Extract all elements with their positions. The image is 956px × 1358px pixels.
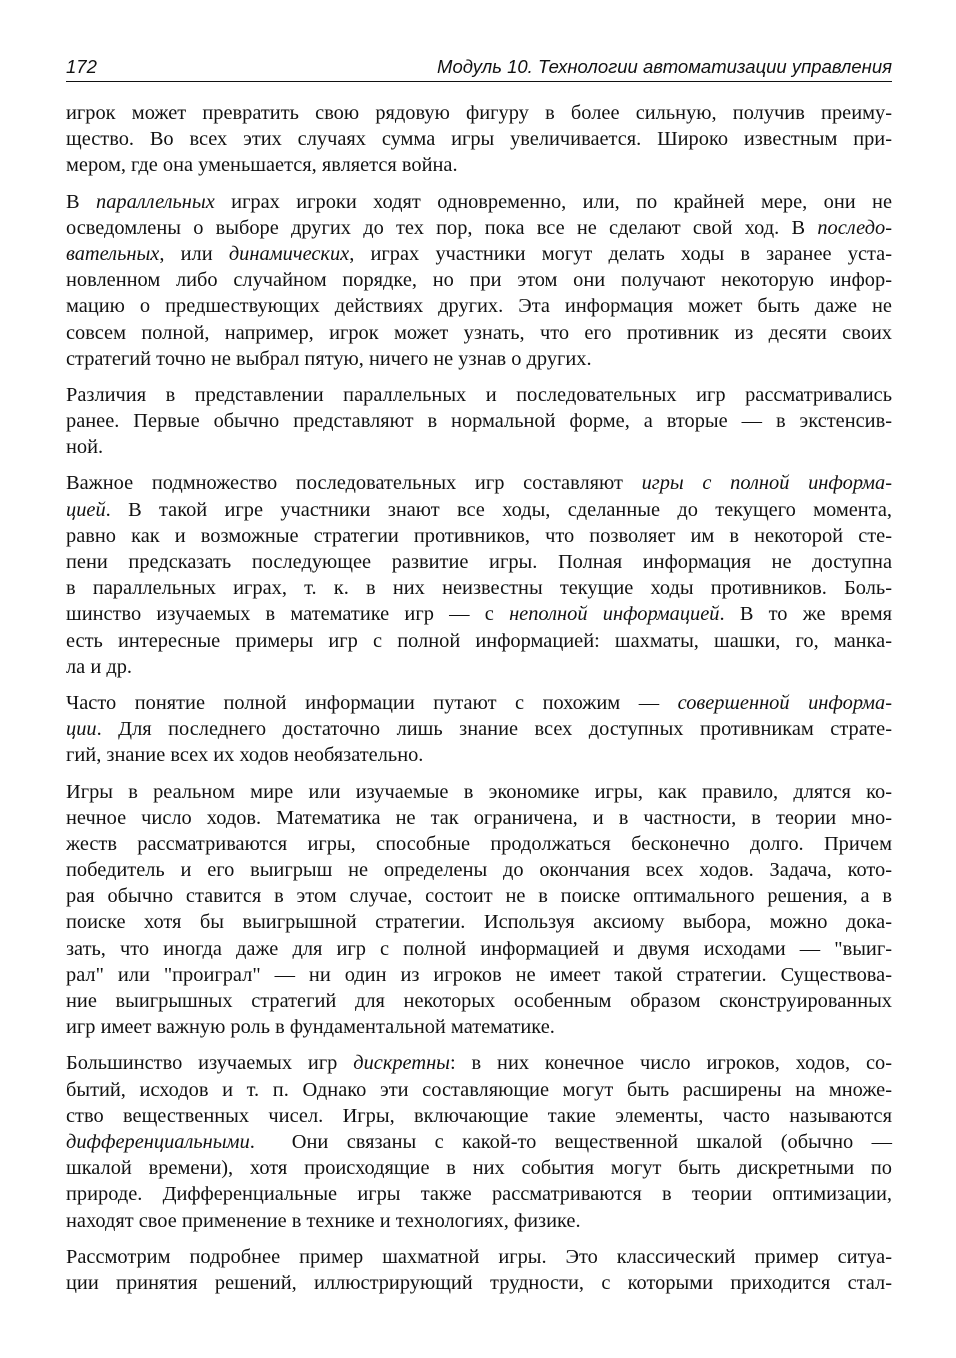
italic-term: неполной информацией <box>509 603 720 626</box>
text-line <box>66 779 892 805</box>
text-line <box>66 962 892 988</box>
text-line <box>66 988 892 1014</box>
text-run: природе. Дифференциальные игры также рассматриваются в теории оптимизации, <box>66 1183 892 1206</box>
text-run: зать, что иногда даже для игр с полной информацией и двумя исходами — "выиг- <box>66 937 892 960</box>
text-line <box>66 497 892 523</box>
text-line <box>66 1077 892 1103</box>
text-line <box>66 434 892 460</box>
text-run: В <box>66 190 96 213</box>
text-line <box>66 408 892 434</box>
text-run: шкалой времени), хотя происходящие в них события могут быть дискретными по <box>66 1157 892 1180</box>
text-run: нечное число ходов. Математика не так ограничена, и в частности, в теории мно- <box>66 806 892 829</box>
text-line <box>66 936 892 962</box>
text-run: . В то же время <box>719 603 892 626</box>
paragraph <box>66 100 892 179</box>
text-run: Большинство изучаемых игр <box>66 1052 354 1075</box>
text-run: рая обычно ставится в этом случае, состоит не в поиске оптимального решения, а в <box>66 885 892 908</box>
text-run: мером, где она уменьшается, является война. <box>66 154 458 177</box>
text-line <box>66 189 892 215</box>
text-run: : в них конечное число игроков, ходов, со- <box>450 1052 892 1075</box>
text-line <box>66 523 892 549</box>
text-run: ла и др. <box>66 655 133 678</box>
italic-term: дискретны <box>353 1052 450 1075</box>
text-run: находят свое применение в технике и технологиях, физике. <box>66 1209 581 1232</box>
text-line <box>66 267 892 293</box>
text-run: поиске хотя бы выигрышной стратегии. Используя аксиому выбора, можно дока- <box>66 911 892 934</box>
text-run: , или <box>159 242 229 265</box>
text-run: . В такой игре участники знают все ходы, сделанные до текущего момента, <box>105 498 892 521</box>
text-run: , играх участники могут делать ходы в заранее уста- <box>349 242 892 265</box>
italic-term: последо- <box>817 216 892 239</box>
text-run: новленном либо случайном порядке, но при этом они получают некоторую инфор- <box>66 269 892 292</box>
text-line <box>66 1244 892 1270</box>
text-run: Важное подмножество последовательных игр составляют <box>66 472 642 495</box>
text-line <box>66 346 892 372</box>
paragraph <box>66 189 892 372</box>
text-line <box>66 690 892 716</box>
text-run: Рассмотрим подробнее пример шахматной игры. Это классический пример ситуа- <box>66 1245 892 1268</box>
text-run: играх игроки ходят одновременно, или, по крайней мере, они не <box>214 190 893 213</box>
text-line <box>66 1129 892 1155</box>
text-run: пени предсказать последующее развитие игры. Полная информация не доступна <box>66 551 892 573</box>
text-run: ции принятия решений, иллюстрирующий трудности, с которыми приходится стал- <box>66 1271 892 1294</box>
text-line <box>66 1103 892 1129</box>
text-run: Часто понятие полной информации путают с похожим — <box>66 691 678 714</box>
text-line <box>66 320 892 346</box>
text-line <box>66 1208 892 1234</box>
text-line <box>66 716 892 742</box>
header-rule <box>66 81 892 82</box>
paragraph <box>66 470 892 680</box>
text-line <box>66 883 892 909</box>
text-run: стратегий точно не выбрал пятую, ничего не узнав о других. <box>66 347 592 370</box>
text-run: осведомлены о выборе других до тех пор, пока все не сделают свой ход. В <box>66 216 818 239</box>
paragraph <box>66 382 892 461</box>
text-run: ство вещественных чисел. Игры, включающие такие элементы, часто называются <box>66 1104 892 1127</box>
italic-term: динамических <box>228 242 350 265</box>
italic-term: дифференциальными <box>66 1130 250 1153</box>
text-run: рал" или "проиграл" — ни один из игроков не имеет такой стратегии. Существова- <box>66 963 892 986</box>
text-line <box>66 1050 892 1076</box>
italic-term: совершенной информа- <box>677 691 892 714</box>
paragraph <box>66 1050 892 1233</box>
paragraph <box>66 1244 892 1296</box>
italic-term: игры с полной информа- <box>641 472 893 495</box>
text-run: игрок может превратить свою рядовую фигуру в более сильную, получив преиму- <box>66 102 892 124</box>
text-line <box>66 1181 892 1207</box>
text-line <box>66 126 892 152</box>
text-run: жеств рассматриваются игры, способные продолжаться бесконечно долго. Причем <box>66 832 892 855</box>
text-line <box>66 470 892 496</box>
text-line <box>66 382 892 408</box>
text-line <box>66 152 892 178</box>
text-line <box>66 831 892 857</box>
text-line <box>66 1014 892 1040</box>
text-run: ранее. Первые обычно представляют в нормальной форме, а вторые — в экстенсив- <box>66 410 892 433</box>
italic-term: цией <box>66 498 106 521</box>
paragraph <box>66 779 892 1041</box>
text-run: . Для последнего достаточно лишь знание всех доступных противникам страте- <box>96 718 892 741</box>
text-line <box>66 1270 892 1296</box>
text-line <box>66 100 892 126</box>
text-run: равно как и возможные стратегии противников, что позволяет им в некоторой сте- <box>66 524 892 547</box>
text-run: есть интересные примеры игр с полной информацией: шахматы, шашки, го, манка- <box>66 629 892 652</box>
text-run: . Они связаны с какой-то вещественной шкалой (обычно — <box>249 1130 892 1153</box>
italic-term: вательных <box>66 242 160 265</box>
italic-term: параллельных <box>96 190 215 213</box>
text-line <box>66 805 892 831</box>
italic-term: ции <box>66 718 97 741</box>
body-text <box>66 100 892 1306</box>
text-run: шинство изучаемых в математике игр — с <box>66 603 510 626</box>
text-run: мацию о предшествующих действиях других. Эта информация может быть даже не <box>66 295 892 318</box>
text-line <box>66 215 892 241</box>
text-line <box>66 601 892 627</box>
text-run: игр имеет важную роль в фундаментальной математике. <box>66 1016 555 1039</box>
running-header <box>66 56 892 82</box>
text-line <box>66 909 892 935</box>
text-line <box>66 575 892 601</box>
text-run: совсем полной, например, игрок может узнать, что его противник из десяти своих <box>66 321 892 344</box>
text-line <box>66 628 892 654</box>
text-line <box>66 1155 892 1181</box>
text-run: щество. Во всех этих случаях сумма игры увеличивается. Широко известным при- <box>66 128 892 151</box>
text-run: бытий, исходов и т. п. Однако эти составляющие могут быть расширены на множе- <box>66 1078 892 1101</box>
text-line <box>66 549 892 575</box>
text-run: гий, знание всех их ходов необязательно. <box>66 744 424 767</box>
text-run: в параллельных играх, т. к. в них неизвестны текущие ходы противников. Боль- <box>66 577 892 600</box>
text-run: Различия в представлении параллельных и последовательных игр рассматривались <box>66 383 892 406</box>
page-number: 172 <box>66 56 97 77</box>
module-title: Модуль 10. Технологии автоматизации управления <box>437 56 892 77</box>
text-run: ние выигрышных стратегий для некоторых особенным образом сконструированных <box>66 990 892 1012</box>
text-run: победитель и его выигрыш не определены до окончания всех ходов. Задача, кото- <box>66 859 892 882</box>
text-run: Игры в реальном мире или изучаемые в экономике игры, как правило, длятся ко- <box>66 780 892 803</box>
text-line <box>66 293 892 319</box>
text-line <box>66 857 892 883</box>
text-line <box>66 742 892 768</box>
text-line <box>66 654 892 680</box>
text-line <box>66 241 892 267</box>
text-run: ной. <box>66 436 104 459</box>
paragraph <box>66 690 892 769</box>
